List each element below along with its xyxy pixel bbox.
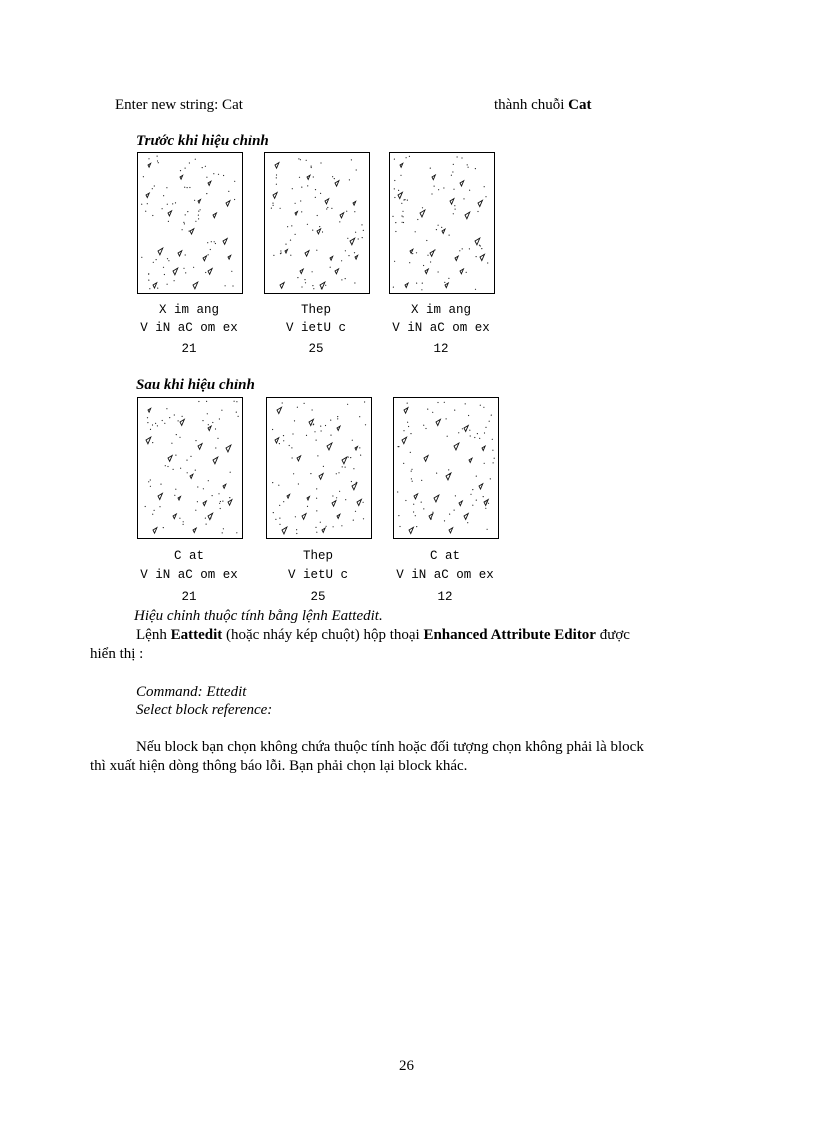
before-block-1-hatch [137,152,243,294]
p1-dialog-name: Enhanced Attribute Editor [423,627,596,643]
enter-string-line: Enter new string: Cat [115,97,243,113]
after-block-1-number: 21 [181,590,197,604]
before-block-3-number: 12 [433,342,449,356]
before-block-1-name: X im ang [158,303,219,317]
before-block-1-company: V iN aC om ex [140,321,238,335]
before-block-3-hatch [389,152,495,294]
result-prefix: thành chuỗi [494,97,565,113]
paragraph-1-line-2: hiển thị : [90,646,144,662]
after-block-1-company: V iN aC om ex [140,568,238,582]
paragraph-1-line-1 [136,626,630,644]
page-number: 26 [399,1058,414,1074]
p1-text-a: Lệnh [136,627,171,643]
before-block-2-hatch [264,152,370,294]
before-block-1-number: 21 [181,342,197,356]
after-block-1-name: C at [173,549,204,563]
after-heading: Sau khi hiệu chỉnh [136,377,255,393]
after-block-3-company: V iN aC om ex [396,568,494,582]
after-block-1-hatch [137,397,243,539]
after-block-2-company: V ietU c [287,568,348,582]
after-block-2-hatch [266,397,372,539]
before-block-3-company: V iN aC om ex [392,321,490,335]
after-block-2-number: 25 [310,590,326,604]
after-block-3-hatch [393,397,499,539]
before-block-2-company: V ietU c [285,321,346,335]
command-line-1: Command: Ettedit [136,684,247,700]
paragraph-2-line-2: thì xuất hiện dòng thông báo lỗi. Bạn phải chọn lại block khác. [90,758,468,774]
before-heading: Trước khi hiệu chỉnh [136,133,269,149]
paragraph-2-line-1: Nếu block bạn chọn không chứa thuộc tính hoặc đối tượng chọn không phải là block [136,739,644,755]
before-block-3-name: X im ang [410,303,471,317]
command-line-2: Select block reference: [136,702,273,718]
p1-text-b: (hoặc nháy kép chuột) hộp thoại [222,627,424,643]
result-string-line [494,96,591,114]
after-block-3-number: 12 [437,590,453,604]
result-value: Cat [568,97,592,113]
after-block-2-name: Thep [302,549,333,563]
before-block-2-name: Thep [300,303,331,317]
p1-command: Eattedit [170,627,223,643]
after-block-3-name: C at [429,549,460,563]
section-title: Hiệu chỉnh thuộc tính bằng lệnh Eattedit. [134,608,383,624]
before-block-2-number: 25 [308,342,324,356]
p1-text-c: được [595,627,630,643]
